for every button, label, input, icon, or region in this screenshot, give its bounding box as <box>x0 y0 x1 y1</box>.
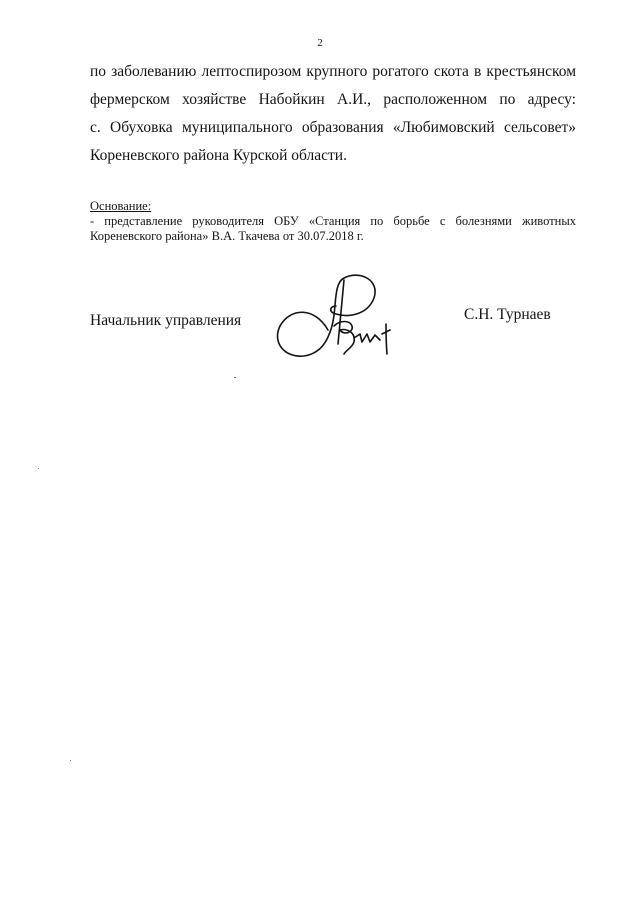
basis-line: - представление руководителя ОБУ «Станция по борьбе с болезнями животных <box>90 214 576 228</box>
scan-speck <box>70 760 71 761</box>
basis-title: Основание: <box>90 199 152 213</box>
signatory-position: Начальник управления <box>90 312 242 329</box>
body-line: по заболеванию лептоспирозом крупного рогатого скота в крестьянском <box>90 63 576 80</box>
body-line: Кореневского района Курской области. <box>90 147 347 164</box>
scan-speck <box>234 377 236 378</box>
handwritten-signature-icon <box>270 272 400 368</box>
page-number: 2 <box>317 37 323 49</box>
basis-section <box>90 199 576 244</box>
basis-line: Кореневского района» В.А. Ткачева от 30.07.2018 г. <box>90 229 364 243</box>
body-paragraph <box>90 58 576 170</box>
signatory-name: С.Н. Турнаев <box>464 306 551 323</box>
body-line: с. Обуховка муниципального образования «Любимовский сельсовет» <box>90 119 576 136</box>
body-line: фермерском хозяйстве Набойкин А.И., расположенном по адресу: <box>90 91 576 108</box>
scan-speck <box>38 468 39 469</box>
